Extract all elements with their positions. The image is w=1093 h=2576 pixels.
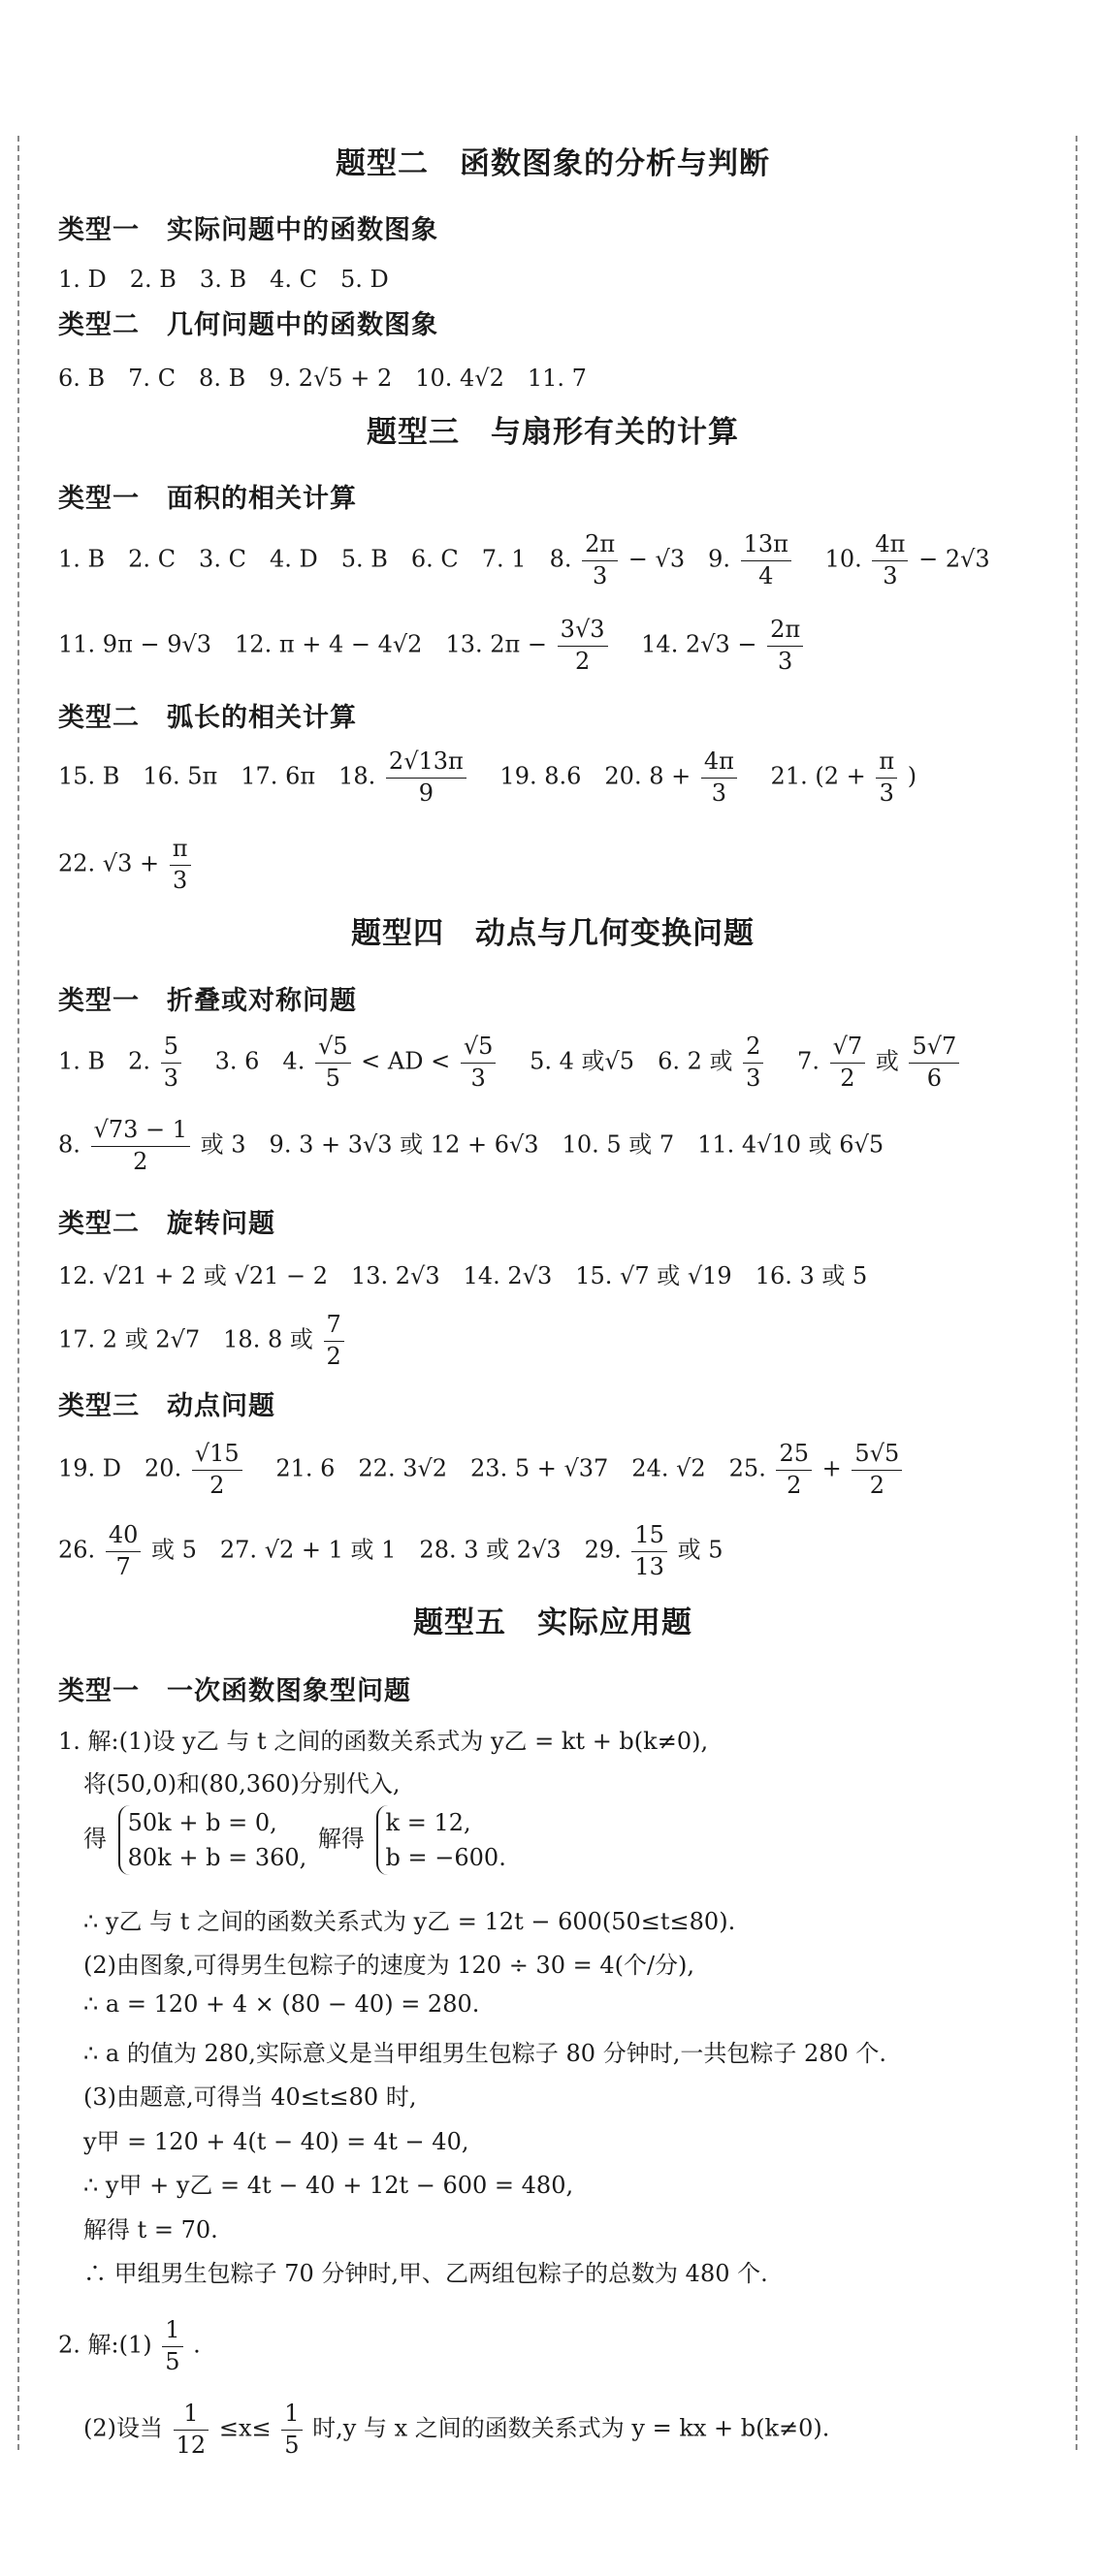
solution-line: ∴ y乙 与 t 之间的函数关系式为 y乙 = 12t − 600(50≤t≤80). [83, 1908, 736, 1935]
answer-line [58, 1312, 347, 1370]
denominator: 5 [325, 1064, 340, 1092]
subsection-title: 类型二 几何问题中的函数图象 [58, 310, 438, 340]
solution-line: y甲 = 120 + 4(t − 40) = 4t − 40, [83, 2128, 469, 2155]
fraction [876, 748, 897, 807]
numerator: √7 [830, 1034, 866, 1064]
numerator: 2π [767, 617, 803, 647]
numerator: 25 [776, 1441, 812, 1471]
equation: 80k + b = 360, [127, 1844, 307, 1871]
fraction [852, 1441, 902, 1499]
answer-text: 22. √3 + [58, 849, 160, 877]
answer-text: 1. B 2. C 3. C 4. D 5. B 6. C 7. 1 8. [58, 545, 572, 573]
numerator: 1 [174, 2401, 209, 2431]
answer-line: 1. D 2. B 3. B 4. C 5. D [58, 266, 389, 293]
denominator: 6 [926, 1064, 943, 1092]
numerator: 2 [743, 1034, 763, 1064]
numerator: 5 [161, 1034, 181, 1064]
fraction [281, 2401, 302, 2459]
fraction [386, 748, 466, 807]
answer-text: 8. [58, 1130, 80, 1159]
left-dashed-border [17, 136, 19, 2450]
subsection-title: 类型一 一次函数图象型问题 [58, 1676, 411, 1706]
numerator: √73 − 1 [91, 1117, 190, 1147]
solution-line: ∴ y甲 + y乙 = 4t − 40 + 12t − 600 = 480, [83, 2172, 574, 2199]
fraction [461, 1034, 497, 1092]
section-title-4: 题型四 动点与几何变换问题 [351, 916, 755, 951]
answer-text: 或 [875, 1047, 899, 1075]
numerator: 2√13π [386, 748, 466, 779]
answer-text: 11. 9π − 9√3 12. π + 4 − 4√2 13. 2π − [58, 630, 548, 658]
solution-text: 2. 解:(1) [58, 2331, 152, 2359]
denominator: 3 [470, 1064, 486, 1092]
solution-line: 将(50,0)和(80,360)分别代入, [83, 1770, 401, 1797]
fraction [776, 1441, 812, 1499]
answer-text: 21. 6 22. 3√2 23. 5 + √37 24. √2 25. [252, 1454, 766, 1482]
subsection-title: 类型二 旋转问题 [58, 1209, 275, 1239]
equation: b = −600. [385, 1844, 506, 1871]
answer-text: + [821, 1454, 842, 1482]
answer-text: 17. 2 或 2√7 18. 8 或 [58, 1325, 313, 1353]
answer-text: 或 5 27. √2 + 1 或 1 28. 3 或 2√3 29. [151, 1536, 622, 1564]
solution-line: (3)由题意,可得当 40≤t≤80 时, [83, 2083, 417, 2111]
numerator: 7 [324, 1312, 344, 1342]
denominator: 5 [284, 2431, 300, 2459]
solution-line: ∴ 甲组男生包粽子 70 分钟时,甲、乙两组包粽子的总数为 480 个. [83, 2260, 768, 2287]
solution-line: ∴ a = 120 + 4 × (80 − 40) = 280. [83, 1990, 480, 2018]
solution-text: ≤x≤ [218, 2414, 272, 2442]
denominator: 3 [173, 866, 188, 894]
fraction [582, 531, 618, 589]
numerator: √15 [192, 1441, 242, 1471]
answer-text: 19. D 20. [58, 1454, 182, 1482]
fraction [106, 1522, 142, 1580]
denominator: 13 [634, 1552, 664, 1580]
answer-line [58, 748, 916, 807]
numerator: √5 [315, 1034, 351, 1064]
denominator: 12 [176, 2431, 207, 2459]
equation: k = 12, [385, 1809, 471, 1836]
fraction [170, 836, 191, 894]
fraction [315, 1034, 351, 1092]
solution-line: ∴ a 的值为 280,实际意义是当甲组男生包粽子 80 分钟时,一共包粽子 280 个. [83, 2040, 887, 2067]
solution-line: (2)由图象,可得男生包粽子的速度为 120 ÷ 30 = 4(个/分), [83, 1952, 695, 1979]
solution-line [83, 1805, 510, 1875]
numerator: 3√3 [558, 617, 608, 647]
fraction [743, 1034, 763, 1092]
numerator: √5 [461, 1034, 497, 1064]
numerator: 1 [162, 2317, 182, 2347]
answer-text: 3. 6 4. [191, 1047, 305, 1075]
answer-text: < AD < [361, 1047, 451, 1075]
denominator: 5 [165, 2347, 180, 2375]
fraction [830, 1034, 866, 1092]
denominator: 2 [326, 1342, 341, 1370]
numerator: 5√7 [909, 1034, 959, 1064]
section-title-2: 题型二 函数图象的分析与判断 [336, 146, 770, 181]
numerator: π [876, 748, 897, 779]
denominator: 3 [592, 561, 608, 589]
denominator: 2 [787, 1471, 802, 1499]
solution-line: 解得 t = 70. [83, 2216, 218, 2243]
denominator: 2 [574, 647, 591, 675]
denominator: 3 [163, 1064, 178, 1092]
section-title-5: 题型五 实际应用题 [413, 1606, 692, 1640]
solution-line [83, 2401, 829, 2459]
denominator: 2 [869, 1471, 884, 1499]
fraction [872, 531, 908, 589]
fraction [161, 1034, 181, 1092]
numerator: π [170, 836, 191, 866]
answer-text: − √3 9. [627, 545, 730, 573]
equation: 50k + b = 0, [127, 1809, 277, 1836]
denominator: 2 [209, 1471, 225, 1499]
fraction [631, 1522, 667, 1580]
answer-line [58, 1034, 962, 1092]
numerator: 4π [701, 748, 737, 779]
subsection-title: 类型一 实际问题中的函数图象 [58, 215, 438, 245]
answer-text: ) [907, 762, 917, 790]
numerator: 5√5 [852, 1441, 902, 1471]
fraction [174, 2401, 209, 2459]
solution-line: 1. 解:(1)设 y乙 与 t 之间的函数关系式为 y乙 = kt + b(k≠0), [58, 1728, 709, 1755]
fraction [741, 531, 791, 589]
fraction [192, 1441, 242, 1499]
subsection-title: 类型一 折叠或对称问题 [58, 986, 357, 1016]
answer-line [58, 617, 806, 675]
fraction [909, 1034, 959, 1092]
solution-text: 时,y 与 x 之间的函数关系式为 y = kx + b(k≠0). [312, 2414, 830, 2442]
answer-text: 15. B 16. 5π 17. 6π 18. [58, 762, 376, 790]
solution-text: 解得 [317, 1825, 365, 1853]
equation-system [376, 1805, 506, 1875]
numerator: 4π [872, 531, 908, 561]
numerator: 2π [582, 531, 618, 561]
denominator: 3 [879, 779, 894, 807]
answer-line [58, 1441, 905, 1499]
fraction [324, 1312, 344, 1370]
answer-text: 21. (2 + [747, 762, 866, 790]
fraction [701, 748, 737, 807]
right-dashed-border [1076, 136, 1077, 2450]
solution-text: . [193, 2331, 201, 2359]
fraction [91, 1117, 190, 1175]
numerator: 40 [106, 1522, 142, 1552]
denominator: 4 [758, 561, 774, 589]
numerator: 13π [741, 531, 791, 561]
section-title-3: 题型三 与扇形有关的计算 [367, 415, 739, 450]
answer-line: 12. √21 + 2 或 √21 − 2 13. 2√3 14. 2√3 15. √7 或 √19 16. 3 或 5 [58, 1262, 868, 1289]
answer-text: 26. [58, 1536, 96, 1564]
answer-line [58, 1522, 723, 1580]
answer-text: 或 5 [677, 1536, 723, 1564]
answer-text: 10. [801, 545, 862, 573]
solution-text: (2)设当 [83, 2414, 163, 2442]
fraction [162, 2317, 182, 2375]
answer-text: − 2√3 [918, 545, 990, 573]
solution-line [58, 2317, 201, 2375]
answer-text: 1. B 2. [58, 1047, 151, 1075]
denominator: 2 [840, 1064, 855, 1092]
answer-line [58, 1117, 884, 1175]
solution-text: 得 [83, 1825, 107, 1853]
denominator: 2 [133, 1147, 148, 1175]
denominator: 9 [418, 779, 434, 807]
denominator: 3 [746, 1064, 761, 1092]
answer-line [58, 836, 194, 894]
subsection-title: 类型一 面积的相关计算 [58, 484, 357, 514]
denominator: 3 [778, 647, 793, 675]
equation-system [118, 1805, 307, 1875]
fraction [767, 617, 803, 675]
subsection-title: 类型三 动点问题 [58, 1391, 275, 1421]
answer-text: 14. 2√3 − [618, 630, 757, 658]
answer-text: 7. [774, 1047, 820, 1075]
fraction [558, 617, 608, 675]
answer-text: 或 3 9. 3 + 3√3 或 12 + 6√3 10. 5 或 7 11. 4√10 或 6√5 [200, 1130, 884, 1159]
denominator: 7 [115, 1552, 131, 1580]
answer-text: 5. 4 或√5 6. 2 或 [506, 1047, 733, 1075]
numerator: 15 [631, 1522, 667, 1552]
denominator: 3 [883, 561, 898, 589]
answer-line [58, 531, 990, 589]
denominator: 3 [711, 779, 727, 807]
subsection-title: 类型二 弧长的相关计算 [58, 703, 357, 733]
numerator: 1 [281, 2401, 302, 2431]
answer-text: 19. 8.6 20. 8 + [476, 762, 691, 790]
answer-line: 6. B 7. C 8. B 9. 2√5 + 2 10. 4√2 11. 7 [58, 365, 587, 392]
